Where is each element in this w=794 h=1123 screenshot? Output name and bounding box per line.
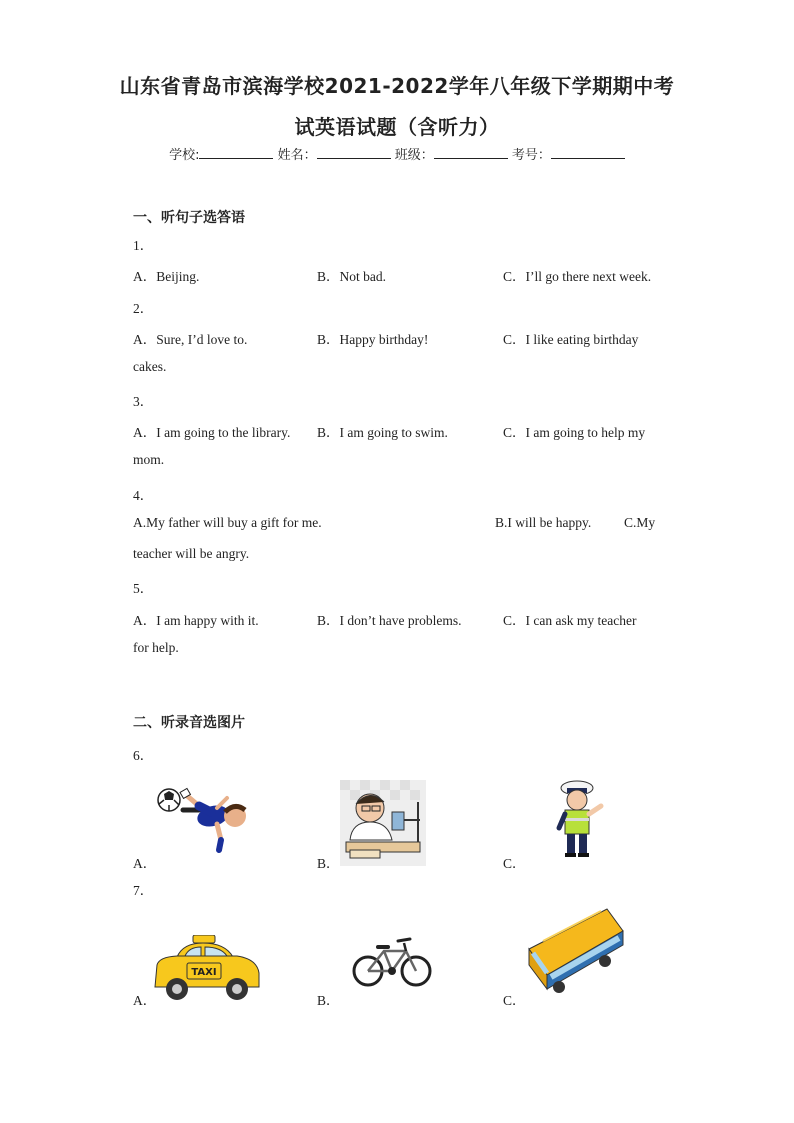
option-b: B． — [317, 993, 340, 1008]
option-a: A．Sure, I’d love to. — [133, 332, 248, 347]
question-number: 2． — [133, 301, 154, 316]
option-c: C． — [503, 856, 526, 871]
option-c: C．I’ll go there next week. — [503, 269, 652, 284]
option-c-wrap: for help. — [133, 640, 179, 655]
option-b: B.I will be happy. — [495, 515, 592, 530]
option-c: C.My — [624, 515, 656, 530]
option-b: B．I don’t have problems. — [317, 613, 462, 628]
soccer-player-image — [155, 780, 255, 862]
section2-heading: 二、听录音选图片 — [133, 715, 245, 731]
police-officer-image — [555, 778, 607, 858]
taxi-image — [153, 935, 261, 1003]
option-a: A．I am going to the library. — [133, 425, 291, 440]
option-c: C．I can ask my teacher — [503, 613, 637, 628]
option-c: C．I am going to help my — [503, 425, 646, 440]
option-a: A．Beijing. — [133, 269, 200, 284]
school-blank[interactable] — [199, 146, 273, 159]
question-number: 4． — [133, 488, 154, 503]
question-number: 3． — [133, 394, 154, 409]
class-blank[interactable] — [434, 146, 508, 159]
option-b: B．Not bad. — [317, 269, 386, 284]
option-a: A．I am happy with it. — [133, 613, 259, 628]
option-c-wrap: cakes. — [133, 359, 167, 374]
page-title-line2: 试英语试题（含听力） — [294, 115, 500, 139]
bus-image — [525, 905, 625, 999]
question-number: 7． — [133, 883, 154, 898]
scientist-image — [340, 780, 426, 866]
option-b: B．I am going to swim. — [317, 425, 448, 440]
student-info-line — [0, 144, 794, 163]
question-number: 6． — [133, 748, 154, 763]
option-b: B．Happy birthday! — [317, 332, 429, 347]
option-c: C．I like eating birthday — [503, 332, 639, 347]
option-a: A． — [133, 993, 157, 1008]
question-number: 1． — [133, 238, 154, 253]
name-label: 姓名： — [277, 148, 317, 163]
option-b: B． — [317, 856, 340, 871]
bicycle-image — [352, 933, 432, 989]
section1-heading: 一、听句子选答语 — [133, 210, 245, 226]
option-a: A． — [133, 856, 157, 871]
question-number: 5． — [133, 581, 154, 596]
option-c-wrap: teacher will be angry. — [133, 546, 250, 561]
name-blank[interactable] — [317, 146, 391, 159]
school-label: 学校: — [169, 148, 200, 163]
number-label: 考号： — [511, 148, 551, 163]
option-c-wrap: mom. — [133, 452, 165, 467]
option-c: C． — [503, 993, 526, 1008]
number-blank[interactable] — [551, 146, 625, 159]
option-a: A.My father will buy a gift for me. — [133, 515, 322, 530]
taxi-label: TAXI — [191, 967, 217, 978]
class-label: 班级： — [394, 148, 434, 163]
page-title-line1: 山东省青岛市滨海学校2021-2022学年八年级下学期期中考 — [119, 74, 675, 98]
